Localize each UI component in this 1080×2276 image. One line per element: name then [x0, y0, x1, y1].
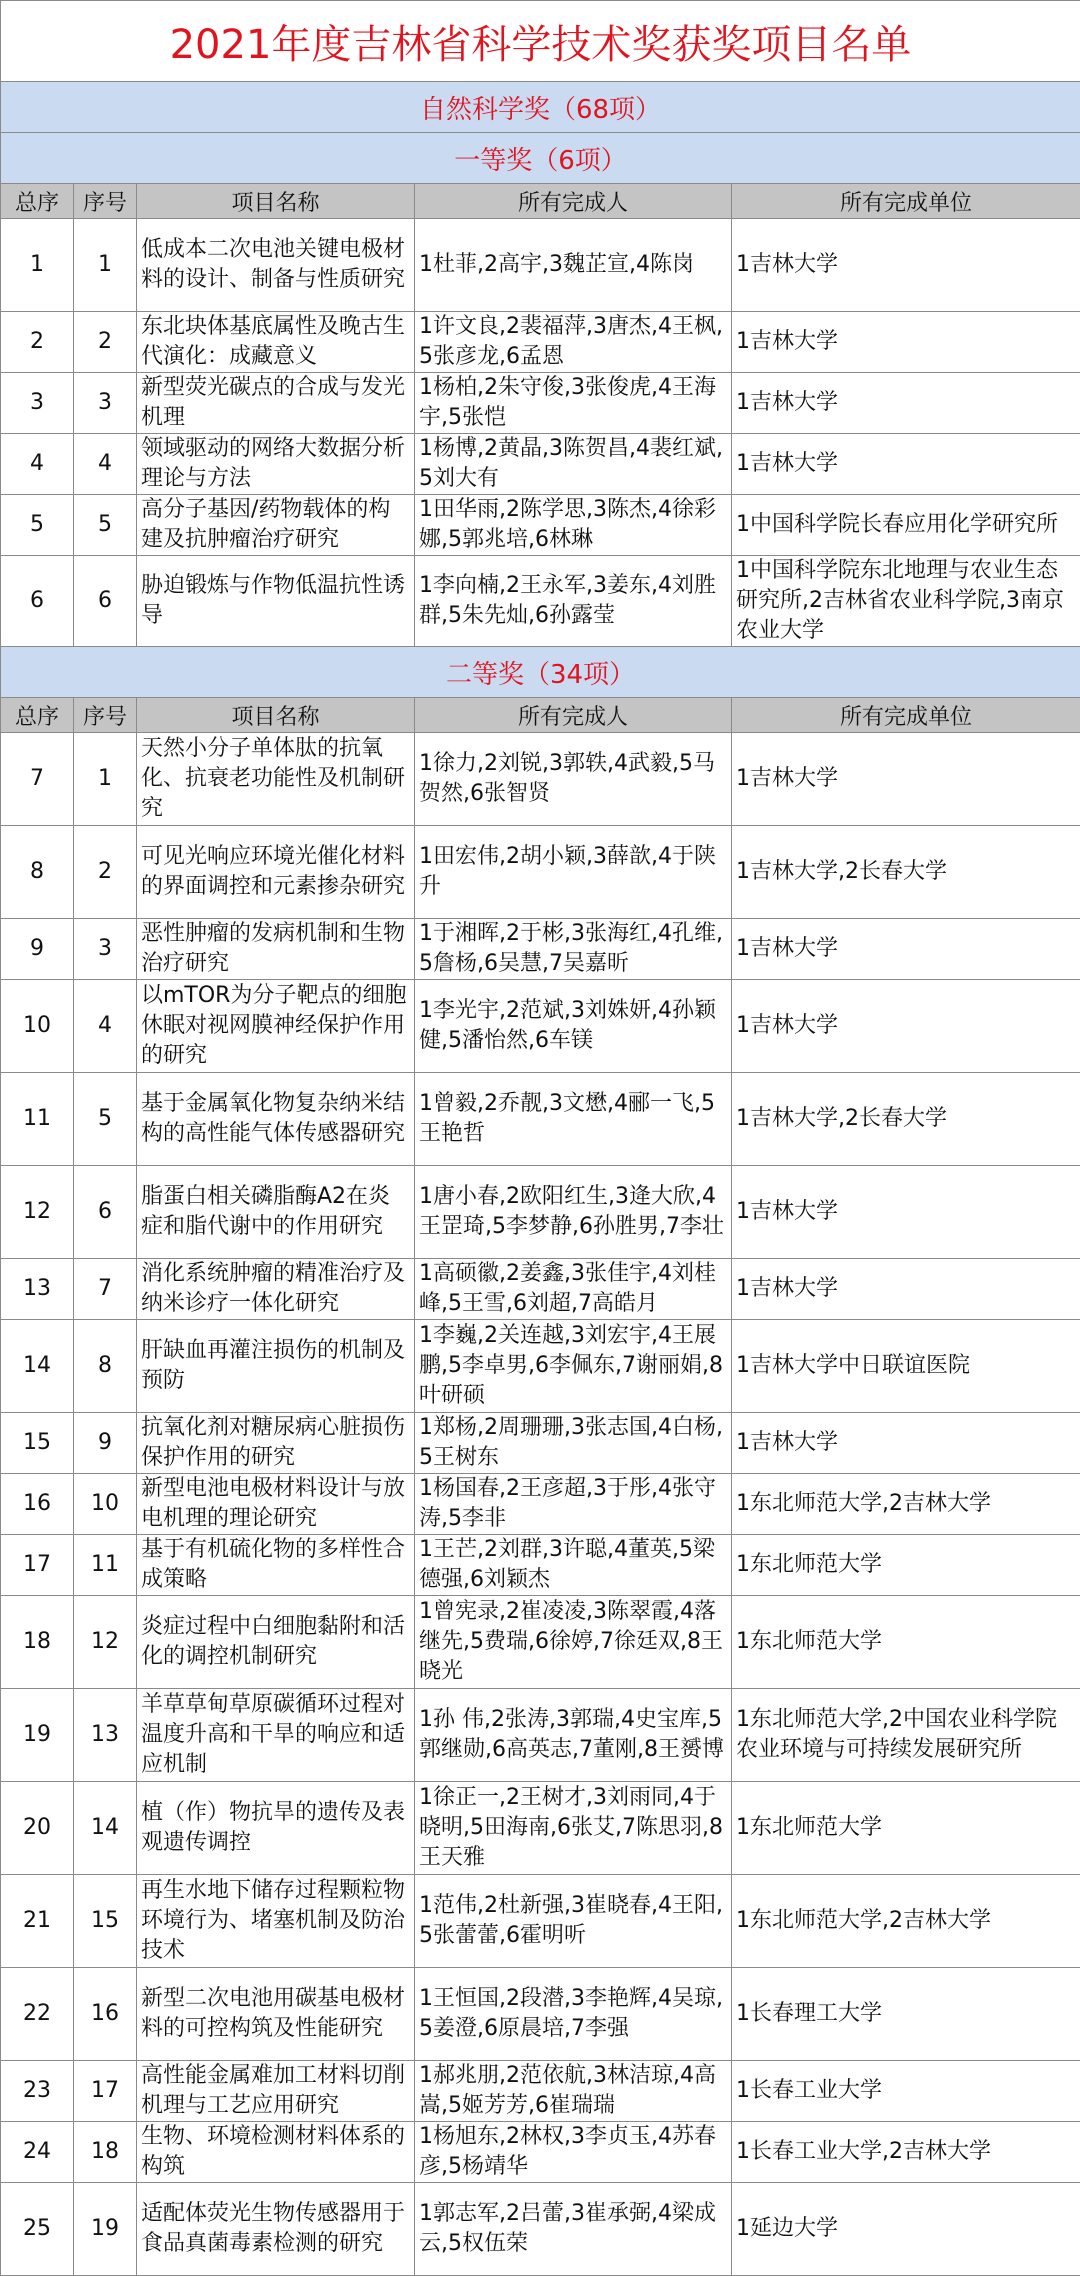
cell-total-no: 18	[1, 1596, 74, 1689]
cell-project-name: 新型荧光碳点的合成与发光机理	[137, 373, 415, 434]
cell-project-name: 恶性肿瘤的发病机制和生物治疗研究	[137, 919, 415, 980]
cell-seq-no: 1	[74, 733, 137, 826]
cell-completers: 1杜菲,2高宇,3魏芷宣,4陈岗	[415, 219, 732, 312]
cell-units: 1长春工业大学,2吉林大学	[732, 2122, 1080, 2183]
cell-completers: 1许文良,2裴福萍,3唐杰,4王枫,5张彦龙,6孟恩	[415, 312, 732, 373]
cell-project-name: 适配体荧光生物传感器用于食品真菌毒素检测的研究	[137, 2183, 415, 2276]
cell-units: 1中国科学院东北地理与农业生态研究所,2吉林省农业科学院,3南京农业大学	[732, 556, 1080, 647]
cell-total-no: 14	[1, 1320, 74, 1413]
column-header: 总序	[1, 698, 74, 733]
cell-completers: 1郑杨,2周珊珊,3张志国,4白杨,5王树东	[415, 1413, 732, 1474]
cell-total-no: 25	[1, 2183, 74, 2276]
cell-seq-no: 4	[74, 434, 137, 495]
cell-project-name: 抗氧化剂对糖尿病心脏损伤保护作用的研究	[137, 1413, 415, 1474]
table-row	[1, 733, 1080, 826]
cell-project-name: 新型二次电池用碳基电极材料的可控构筑及性能研究	[137, 1968, 415, 2061]
cell-total-no: 19	[1, 1689, 74, 1782]
table-row	[1, 2183, 1080, 2276]
cell-units: 1长春工业大学	[732, 2061, 1080, 2122]
cell-seq-no: 8	[74, 1320, 137, 1413]
cell-completers: 1范伟,2杜新强,3崔晓春,4王阳,5张蕾蕾,6霍明听	[415, 1875, 732, 1968]
cell-seq-no: 2	[74, 826, 137, 919]
cell-units: 1吉林大学	[732, 434, 1080, 495]
cell-project-name: 再生水地下储存过程颗粒物环境行为、堵塞机制及防治技术	[137, 1875, 415, 1968]
cell-project-name: 东北块体基底属性及晚古生代演化：成藏意义	[137, 312, 415, 373]
cell-project-name: 基于金属氧化物复杂纳米结构的高性能气体传感器研究	[137, 1073, 415, 1166]
cell-total-no: 1	[1, 219, 74, 312]
table-row	[1, 373, 1080, 434]
column-header: 所有完成人	[415, 698, 732, 733]
table-row	[1, 219, 1080, 312]
cell-units: 1吉林大学	[732, 733, 1080, 826]
cell-units: 1东北师范大学	[732, 1782, 1080, 1875]
cell-completers: 1田华雨,2陈学思,3陈杰,4徐彩娜,5郭兆培,6林琳	[415, 495, 732, 556]
cell-completers: 1李巍,2关连越,3刘宏宇,4王展鹏,5李卓男,6李佩东,7谢丽娟,8叶研硕	[415, 1320, 732, 1413]
award-level-heading: 一等奖（6项）	[1, 133, 1080, 184]
table-row	[1, 1073, 1080, 1166]
cell-project-name: 胁迫锻炼与作物低温抗性诱导	[137, 556, 415, 647]
cell-units: 1东北师范大学	[732, 1596, 1080, 1689]
cell-units: 1吉林大学	[732, 980, 1080, 1073]
cell-units: 1东北师范大学,2吉林大学	[732, 1875, 1080, 1968]
cell-project-name: 天然小分子单体肽的抗氧化、抗衰老功能性及机制研究	[137, 733, 415, 826]
cell-seq-no: 6	[74, 1166, 137, 1259]
award-table-body	[1, 1, 1080, 2276]
cell-completers: 1王恒国,2段潜,3李艳辉,4吴琼,5姜澄,6原晨培,7李强	[415, 1968, 732, 2061]
cell-units: 1吉林大学	[732, 373, 1080, 434]
cell-completers: 1郭志军,2吕蕾,3崔承弼,4梁成云,5权伍荣	[415, 2183, 732, 2276]
table-row	[1, 1596, 1080, 1689]
cell-completers: 1李向楠,2王永军,3姜东,4刘胜群,5朱先灿,6孙露莹	[415, 556, 732, 647]
cell-project-name: 羊草草甸草原碳循环过程对温度升高和干旱的响应和适应机制	[137, 1689, 415, 1782]
cell-completers: 1杨国春,2王彦超,3于彤,4张守涛,5李非	[415, 1474, 732, 1535]
table-row	[1, 980, 1080, 1073]
cell-total-no: 23	[1, 2061, 74, 2122]
cell-completers: 1孙 伟,2张涛,3郭瑞,4史宝库,5郭继勋,6高英志,7董刚,8王赟博	[415, 1689, 732, 1782]
cell-units: 1东北师范大学,2中国农业科学院农业环境与可持续发展研究所	[732, 1689, 1080, 1782]
cell-total-no: 9	[1, 919, 74, 980]
table-row	[1, 1166, 1080, 1259]
cell-units: 1东北师范大学	[732, 1535, 1080, 1596]
table-row	[1, 1782, 1080, 1875]
cell-completers: 1郝兆朋,2范依航,3林洁琼,4高嵩,5姬芳芳,6崔瑞瑞	[415, 2061, 732, 2122]
cell-units: 1东北师范大学,2吉林大学	[732, 1474, 1080, 1535]
cell-units: 1延边大学	[732, 2183, 1080, 2276]
cell-project-name: 高分子基因/药物载体的构建及抗肿瘤治疗研究	[137, 495, 415, 556]
cell-project-name: 可见光响应环境光催化材料的界面调控和元素掺杂研究	[137, 826, 415, 919]
cell-project-name: 植（作）物抗旱的遗传及表观遗传调控	[137, 1782, 415, 1875]
table-row	[1, 1535, 1080, 1596]
table-row	[1, 1259, 1080, 1320]
cell-seq-no: 2	[74, 312, 137, 373]
cell-project-name: 低成本二次电池关键电极材料的设计、制备与性质研究	[137, 219, 415, 312]
cell-total-no: 15	[1, 1413, 74, 1474]
cell-completers: 1李光宇,2范斌,3刘姝妍,4孙颖健,5潘怡然,6车镁	[415, 980, 732, 1073]
column-header: 所有完成单位	[732, 698, 1080, 733]
cell-completers: 1唐小春,2欧阳红生,3逄大欣,4王罡琦,5李梦静,6孙胜男,7李壮	[415, 1166, 732, 1259]
cell-total-no: 5	[1, 495, 74, 556]
cell-total-no: 16	[1, 1474, 74, 1535]
column-header: 总序	[1, 184, 74, 219]
table-row	[1, 434, 1080, 495]
cell-seq-no: 10	[74, 1474, 137, 1535]
cell-completers: 1于湘晖,2于彬,3张海红,4孔维,5詹杨,6吴慧,7吴嘉昕	[415, 919, 732, 980]
column-header: 项目名称	[137, 698, 415, 733]
cell-total-no: 13	[1, 1259, 74, 1320]
column-header-row	[1, 698, 1080, 733]
column-header-row	[1, 184, 1080, 219]
cell-total-no: 12	[1, 1166, 74, 1259]
cell-completers: 1杨柏,2朱守俊,3张俊虎,4王海宇,5张恺	[415, 373, 732, 434]
cell-seq-no: 17	[74, 2061, 137, 2122]
cell-units: 1长春理工大学	[732, 1968, 1080, 2061]
table-row	[1, 495, 1080, 556]
cell-seq-no: 3	[74, 919, 137, 980]
table-row	[1, 2061, 1080, 2122]
cell-units: 1吉林大学	[732, 919, 1080, 980]
cell-completers: 1徐力,2刘锐,3郭轶,4武毅,5马贺然,6张智贤	[415, 733, 732, 826]
cell-seq-no: 7	[74, 1259, 137, 1320]
table-row	[1, 1875, 1080, 1968]
table-row	[1, 1968, 1080, 2061]
column-header: 序号	[74, 698, 137, 733]
cell-units: 1吉林大学	[732, 1413, 1080, 1474]
cell-seq-no: 1	[74, 219, 137, 312]
cell-completers: 1杨博,2黄晶,3陈贺昌,4裴红斌,5刘大有	[415, 434, 732, 495]
cell-units: 1中国科学院长春应用化学研究所	[732, 495, 1080, 556]
cell-seq-no: 12	[74, 1596, 137, 1689]
cell-seq-no: 18	[74, 2122, 137, 2183]
cell-total-no: 4	[1, 434, 74, 495]
cell-seq-no: 9	[74, 1413, 137, 1474]
cell-completers: 1徐正一,2王树才,3刘雨同,4于晓明,5田海南,6张艾,7陈思羽,8王天雅	[415, 1782, 732, 1875]
column-header: 所有完成单位	[732, 184, 1080, 219]
cell-units: 1吉林大学	[732, 1259, 1080, 1320]
cell-project-name: 新型电池电极材料设计与放电机理的理论研究	[137, 1474, 415, 1535]
cell-seq-no: 16	[74, 1968, 137, 2061]
cell-total-no: 7	[1, 733, 74, 826]
cell-seq-no: 19	[74, 2183, 137, 2276]
cell-units: 1吉林大学中日联谊医院	[732, 1320, 1080, 1413]
cell-units: 1吉林大学,2长春大学	[732, 826, 1080, 919]
cell-seq-no: 6	[74, 556, 137, 647]
cell-seq-no: 14	[74, 1782, 137, 1875]
award-level-heading: 二等奖（34项）	[1, 647, 1080, 698]
cell-project-name: 基于有机硫化物的多样性合成策略	[137, 1535, 415, 1596]
cell-seq-no: 5	[74, 495, 137, 556]
table-row	[1, 1689, 1080, 1782]
cell-completers: 1高硕徽,2姜鑫,3张佳宇,4刘桂峰,5王雪,6刘超,7高皓月	[415, 1259, 732, 1320]
cell-units: 1吉林大学	[732, 219, 1080, 312]
cell-completers: 1杨旭东,2林权,3李贞玉,4苏春彦,5杨靖华	[415, 2122, 732, 2183]
cell-project-name: 以mTOR为分子靶点的细胞休眠对视网膜神经保护作用的研究	[137, 980, 415, 1073]
cell-project-name: 领域驱动的网络大数据分析理论与方法	[137, 434, 415, 495]
cell-total-no: 2	[1, 312, 74, 373]
cell-seq-no: 13	[74, 1689, 137, 1782]
cell-completers: 1曾毅,2乔靓,3文懋,4郦一飞,5王艳哲	[415, 1073, 732, 1166]
column-header: 项目名称	[137, 184, 415, 219]
cell-project-name: 消化系统肿瘤的精准治疗及纳米诊疗一体化研究	[137, 1259, 415, 1320]
cell-project-name: 生物、环境检测材料体系的构筑	[137, 2122, 415, 2183]
cell-total-no: 11	[1, 1073, 74, 1166]
cell-total-no: 20	[1, 1782, 74, 1875]
table-row	[1, 1474, 1080, 1535]
cell-project-name: 脂蛋白相关磷脂酶A2在炎症和脂代谢中的作用研究	[137, 1166, 415, 1259]
cell-seq-no: 3	[74, 373, 137, 434]
table-row	[1, 826, 1080, 919]
cell-project-name: 高性能金属难加工材料切削机理与工艺应用研究	[137, 2061, 415, 2122]
column-header: 序号	[74, 184, 137, 219]
cell-total-no: 3	[1, 373, 74, 434]
cell-units: 1吉林大学,2长春大学	[732, 1073, 1080, 1166]
cell-completers: 1曾宪录,2崔凌凌,3陈翠霞,4落继先,5费瑞,6徐婷,7徐廷双,8王晓光	[415, 1596, 732, 1689]
cell-total-no: 22	[1, 1968, 74, 2061]
cell-seq-no: 11	[74, 1535, 137, 1596]
cell-seq-no: 4	[74, 980, 137, 1073]
cell-total-no: 24	[1, 2122, 74, 2183]
cell-total-no: 21	[1, 1875, 74, 1968]
cell-total-no: 17	[1, 1535, 74, 1596]
table-row	[1, 2122, 1080, 2183]
cell-completers: 1王芒,2刘群,3许聪,4董英,5梁德强,6刘颖杰	[415, 1535, 732, 1596]
table-row	[1, 312, 1080, 373]
cell-units: 1吉林大学	[732, 1166, 1080, 1259]
cell-completers: 1田宏伟,2胡小颖,3薛歆,4于陕升	[415, 826, 732, 919]
table-row	[1, 919, 1080, 980]
cell-project-name: 肝缺血再灌注损伤的机制及预防	[137, 1320, 415, 1413]
cell-seq-no: 5	[74, 1073, 137, 1166]
cell-total-no: 8	[1, 826, 74, 919]
cell-units: 1吉林大学	[732, 312, 1080, 373]
table-row	[1, 556, 1080, 647]
cell-total-no: 6	[1, 556, 74, 647]
table-row	[1, 1413, 1080, 1474]
table-row	[1, 1320, 1080, 1413]
sheet-title: 2021年度吉林省科学技术奖获奖项目名单	[1, 1, 1080, 82]
cell-project-name: 炎症过程中白细胞黏附和活化的调控机制研究	[137, 1596, 415, 1689]
cell-seq-no: 15	[74, 1875, 137, 1968]
column-header: 所有完成人	[415, 184, 732, 219]
cell-total-no: 10	[1, 980, 74, 1073]
section-heading: 自然科学奖（68项）	[1, 82, 1080, 133]
